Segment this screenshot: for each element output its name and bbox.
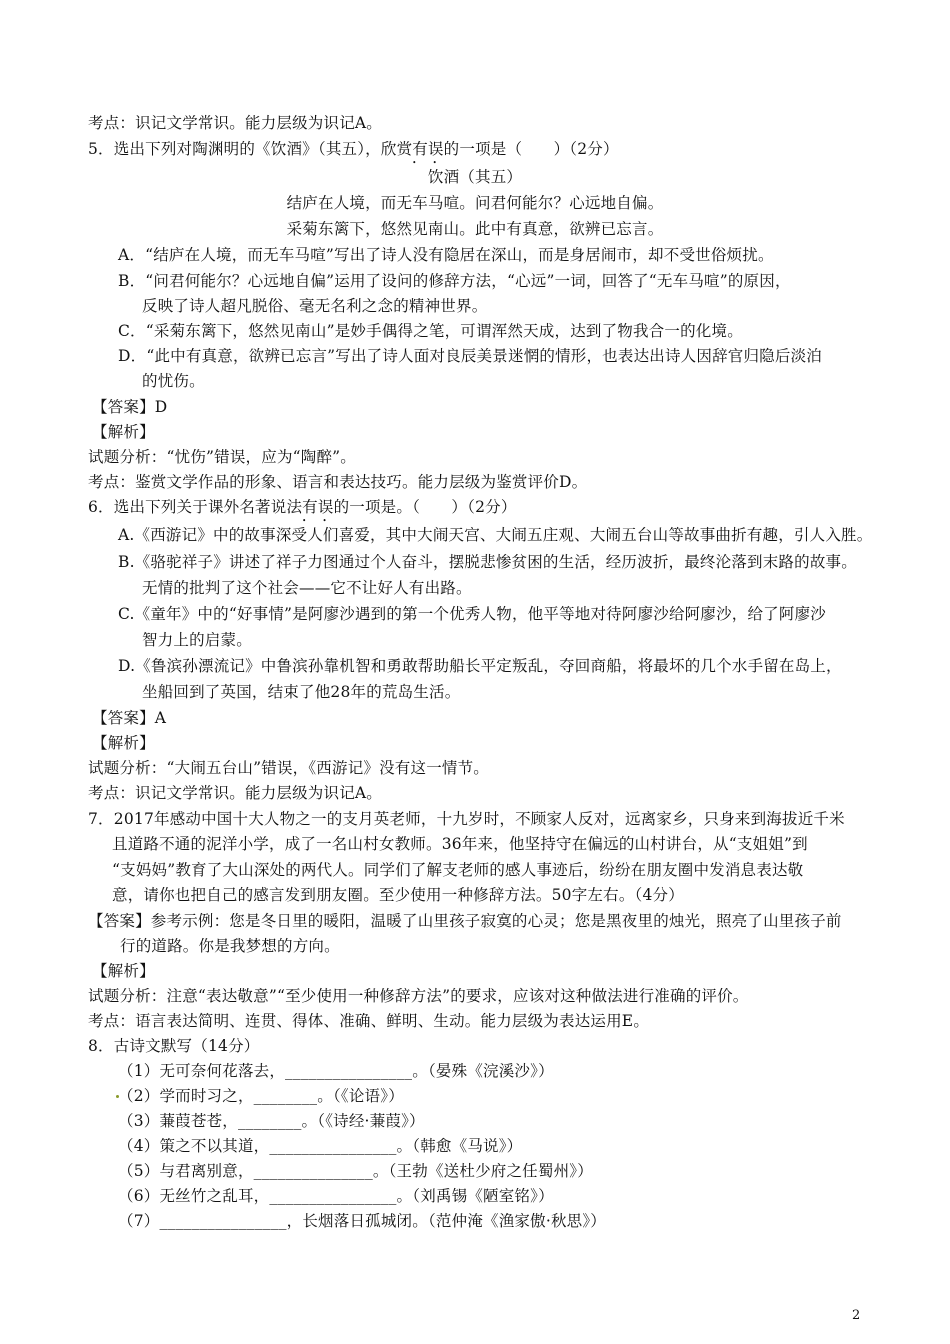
analysis-label: 【解析】 — [92, 734, 155, 752]
question-8-stem: 8．古诗文默写（14分） — [88, 1037, 260, 1055]
fill-blank-item: （6）无丝竹之乱耳，________________。（刘禹锡《陋室铭》） — [118, 1187, 554, 1205]
answer-label: 【答案】A — [92, 709, 167, 727]
poem-title: 饮酒（其五） — [427, 168, 523, 186]
analysis-text: 试题分析：“大闹五台山”错误，《西游记》没有这一情节。 — [88, 759, 489, 777]
option-a: A．“结庐在人境，而无车马喧”写出了诗人没有隐居在深山，而是身居闹市，却不受世俗烦扰。 — [118, 246, 774, 264]
question-7-stem-cont: “支妈妈”教育了大山深处的两代人。同学们了解支老师的感人事迹后，纷纷在朋友圈中发消息表达敬 — [112, 861, 804, 879]
fill-blank-item: （1）无可奈何花落去，________________。（晏殊《浣溪沙》） — [118, 1062, 554, 1080]
fill-blank-item: （5）与君离别意，_______________。（王勃《送杜少府之任蜀州》） — [118, 1162, 593, 1180]
analysis-label: 【解析】 — [92, 423, 155, 441]
option-c: C.《童年》中的“好事情”是阿廖沙遇到的第一个优秀人物，他平等地对待阿廖沙给阿廖沙，给了阿廖沙 — [118, 605, 826, 623]
text-span: 的一项是。（ ）（2分） — [333, 498, 517, 516]
fill-blank-item: （7）________________，长烟落日孤城闭。（范仲淹《渔家傲·秋思》） — [118, 1212, 606, 1230]
option-a: A.《西游记》中的故事深受人们喜爱，其中大闹天宫、大闹五庄观、大闹五台山等故事曲折有趣，引人入胜。 — [118, 526, 873, 544]
answer-text-cont: 行的道路。你是我梦想的方向。 — [120, 937, 340, 955]
option-d-cont: 的忧伤。 — [142, 372, 205, 390]
key-point: 考点：识记文学常识。能力层级为识记A。 — [88, 784, 382, 802]
question-6-stem — [88, 496, 517, 518]
analysis-label: 【解析】 — [92, 962, 155, 980]
option-c-cont: 智力上的启蒙。 — [142, 631, 252, 649]
text-line: 考点：识记文学常识。能力层级为识记A。 — [88, 114, 382, 132]
fill-blank-item: （3）蒹葭苍苍，________。（《诗经·蒹葭》） — [118, 1112, 425, 1130]
option-d: D．“此中有真意，欲辨已忘言”写出了诗人面对良辰美景迷惘的情形，也表达出诗人因辞官归隐后淡泊 — [118, 347, 822, 365]
text-span: 6．选出下列关于课外名著说法 — [88, 498, 303, 516]
text-span: 的一项是（ ）（2分） — [443, 140, 619, 158]
option-b-cont: 反映了诗人超凡脱俗、毫无名利之念的精神世界。 — [142, 297, 488, 315]
key-point: 考点：语言表达简明、连贯、得体、准确、鲜明、生动。能力层级为表达运用E。 — [88, 1012, 650, 1030]
option-b: B.《骆驼祥子》讲述了祥子力图通过个人奋斗，摆脱悲惨贫困的生活，经历波折，最终沦落到末路的故事。 — [118, 553, 857, 571]
option-b-cont: 无情的批判了这个社会——它不让好人有出路。 — [142, 579, 472, 597]
poem-line: 结庐在人境，而无车马喧。问君何能尔？心远地自偏。 — [286, 194, 664, 212]
question-5-stem — [88, 138, 619, 160]
answer-text: 【答案】参考示例：您是冬日里的暖阳，温暖了山里孩子寂寞的心灵；您是黑夜里的烛光，照亮了山里孩子前 — [88, 912, 842, 930]
analysis-text: 试题分析：注意“表达敬意”“至少使用一种修辞方法”的要求，应该对这种做法进行准确的评价。 — [88, 987, 749, 1005]
option-c: C．“采菊东篱下，悠然见南山”是妙手偶得之笔，可谓浑然天成，达到了物我合一的化境。 — [118, 322, 743, 340]
option-d: D.《鲁滨孙漂流记》中鲁滨孙靠机智和勇敢帮助船长平定叛乱，夺回商船，将最坏的几个水手留在岛上， — [118, 657, 842, 675]
analysis-text: 试题分析：“忧伤”错误，应为“陶醉”。 — [88, 448, 356, 466]
key-point: 考点：鉴赏文学作品的形象、语言和表达技巧。能力层级为鉴赏评价D。 — [88, 473, 588, 491]
option-d-cont: 坐船回到了英国，结束了他28年的荒岛生活。 — [142, 683, 461, 701]
fill-blank-item: （4）策之不以其道，________________。（韩愈《马说》） — [118, 1137, 523, 1155]
question-7-stem-cont: 意，请你也把自己的感言发到朋友圈。至少使用一种修辞方法。50字左右。（4分） — [112, 886, 684, 904]
answer-label: 【答案】D — [92, 398, 168, 416]
fill-blank-item: （2）学而时习之，________。（《论语》） — [118, 1087, 404, 1105]
emphasis-dots: 有误 • • — [412, 140, 443, 158]
question-7-stem: 7．2017年感动中国十大人物之一的支月英老师，十九岁时，不顾家人反对，远离家乡，只身来到海拔近千米 — [88, 810, 845, 828]
text-span: 5．选出下列对陶渊明的《饮酒》（其五），欣赏 — [88, 140, 413, 158]
poem-line: 采菊东篱下，悠然见南山。此中有真意，欲辨已忘言。 — [286, 220, 664, 238]
question-7-stem-cont: 且道路不通的泥洋小学，成了一名山村女教师。36年来，他坚持守在偏远的山村讲台，从“支姐姐”到 — [112, 835, 808, 853]
emphasis-dots: 有误 • • — [302, 498, 333, 516]
page-number: 2 — [852, 1308, 861, 1323]
option-b: B．“问君何能尔？心远地自偏”运用了设问的修辞方法，“心远”一词，回答了“无车马喧”的原因， — [118, 272, 791, 290]
